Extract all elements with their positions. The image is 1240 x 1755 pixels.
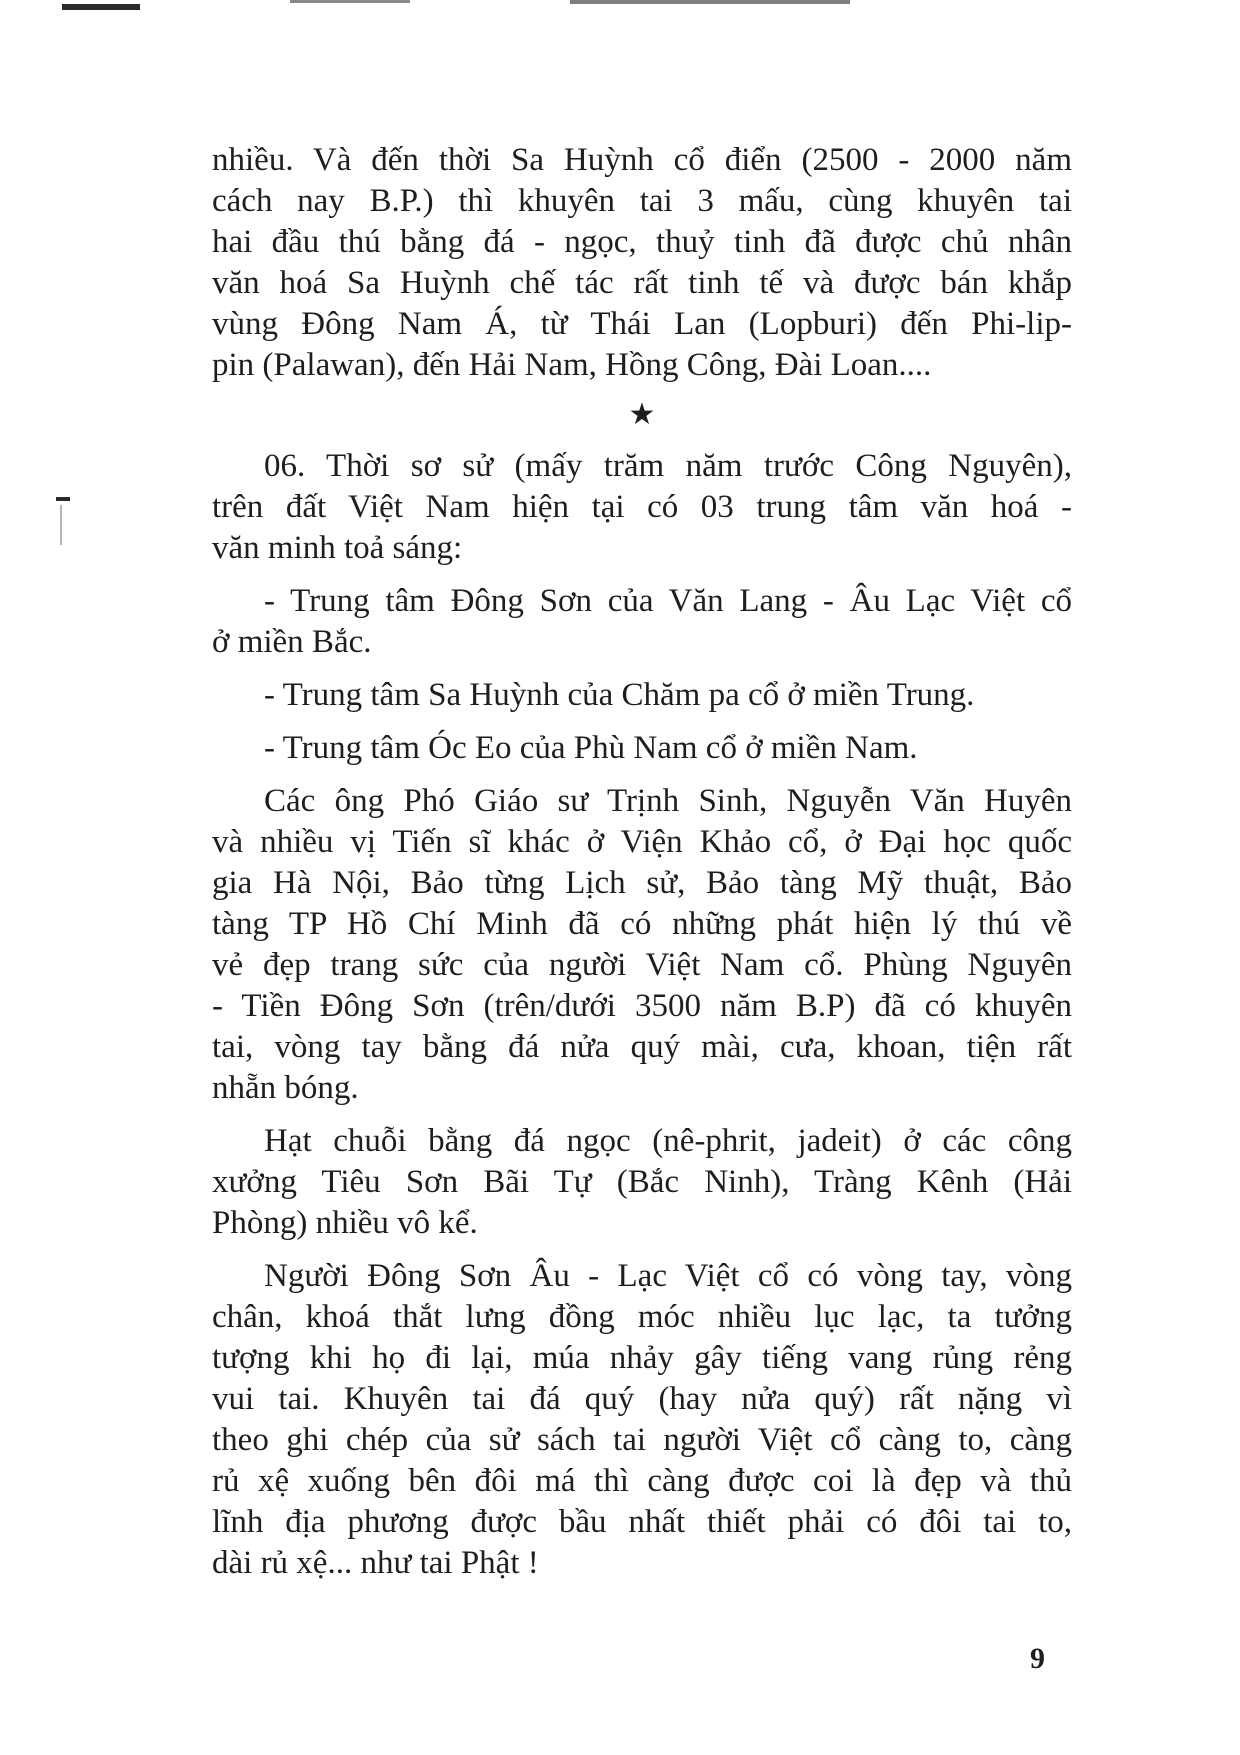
page-number: 9 (1030, 1642, 1045, 1675)
text-line: Phòng) nhiều vô kể. (212, 1205, 478, 1241)
scan-edge-mark (290, 0, 410, 3)
text-line: hai đầu thú bằng đá - ngọc, thuỷ tinh đã được chủ nhân (212, 224, 1072, 260)
scan-margin-mark (60, 505, 62, 545)
text-line: ở miền Bắc. (212, 624, 372, 660)
paragraph-dong-son-ornaments (212, 1256, 1072, 1584)
text-line: 06. Thời sơ sử (mấy trăm năm trước Công Nguyên), (264, 448, 1072, 484)
text-line: trên đất Việt Nam hiện tại có 03 trung tâm văn hoá - (212, 489, 1072, 525)
text-line: văn hoá Sa Huỳnh chế tác rất tinh tế và được bán khắp (212, 265, 1072, 301)
text-line: tượng khi họ đi lại, múa nhảy gây tiếng vang rủng rẻng (212, 1340, 1072, 1376)
text-line: lĩnh địa phương được bầu nhất thiết phải có đôi tai to, (212, 1504, 1072, 1540)
list-item-oc-eo (212, 728, 1072, 769)
text-line: nhẵn bóng. (212, 1070, 359, 1106)
page-body (212, 140, 1072, 1584)
paragraph-sa-huynh-earrings (212, 140, 1072, 386)
text-line: cách nay B.P.) thì khuyên tai 3 mấu, cùng khuyên tai (212, 183, 1072, 219)
text-line: tàng TP Hồ Chí Minh đã có những phát hiện lý thú về (212, 906, 1072, 942)
text-line: Các ông Phó Giáo sư Trịnh Sinh, Nguyễn Văn Huyên (264, 783, 1072, 819)
text-line: nhiều. Và đến thời Sa Huỳnh cổ điển (2500 - 2000 năm (212, 142, 1072, 178)
paragraph-scholars (212, 781, 1072, 1109)
text-line: Hạt chuỗi bằng đá ngọc (nê-phrit, jadeit) ở các công (264, 1123, 1072, 1159)
text-line: - Trung tâm Óc Eo của Phù Nam cổ ở miền Nam. (264, 730, 918, 766)
scan-edge-mark (62, 4, 140, 10)
text-line: tai, vòng tay bằng đá nửa quý mài, cưa, khoan, tiện rất (212, 1029, 1072, 1065)
scan-edge-mark (570, 0, 850, 4)
text-line: và nhiều vị Tiến sĩ khác ở Viện Khảo cổ, ở Đại học quốc (212, 824, 1072, 860)
text-line: văn minh toả sáng: (212, 530, 463, 566)
text-line: vùng Đông Nam Á, từ Thái Lan (Lopburi) đến Phi-lip- (212, 306, 1072, 342)
scan-margin-mark (56, 497, 70, 501)
paragraph-jade-beads (212, 1121, 1072, 1244)
text-line: rủ xệ xuống bên đôi má thì càng được coi là đẹp và thủ (212, 1463, 1072, 1499)
text-line: xưởng Tiêu Sơn Bãi Tự (Bắc Ninh), Tràng Kênh (Hải (212, 1164, 1072, 1200)
section-separator-star: ★ (628, 398, 656, 431)
text-line: theo ghi chép của sử sách tai người Việt cổ càng to, càng (212, 1422, 1072, 1458)
text-line: chân, khoá thắt lưng đồng móc nhiều lục lạc, ta tưởng (212, 1299, 1072, 1335)
list-item-dong-son (212, 581, 1072, 663)
text-line: vui tai. Khuyên tai đá quý (hay nửa quý) rất nặng vì (212, 1381, 1072, 1417)
text-line: - Tiền Đông Sơn (trên/dưới 3500 năm B.P) đã có khuyên (212, 988, 1072, 1024)
text-line: gia Hà Nội, Bảo từng Lịch sử, Bảo tàng Mỹ thuật, Bảo (212, 865, 1072, 901)
list-item-sa-huynh (212, 675, 1072, 716)
text-line: - Trung tâm Đông Sơn của Văn Lang - Âu Lạc Việt cổ (264, 583, 1072, 619)
text-line: vẻ đẹp trang sức của người Việt Nam cổ. Phùng Nguyên (212, 947, 1072, 983)
text-line: pin (Palawan), đến Hải Nam, Hồng Công, Đài Loan.... (212, 347, 932, 383)
text-line: dài rủ xệ... như tai Phật ! (212, 1545, 539, 1581)
text-line: - Trung tâm Sa Huỳnh của Chăm pa cổ ở miền Trung. (264, 677, 975, 713)
paragraph-protohistory (212, 446, 1072, 569)
text-line: Người Đông Sơn Âu - Lạc Việt cổ có vòng tay, vòng (264, 1258, 1072, 1294)
